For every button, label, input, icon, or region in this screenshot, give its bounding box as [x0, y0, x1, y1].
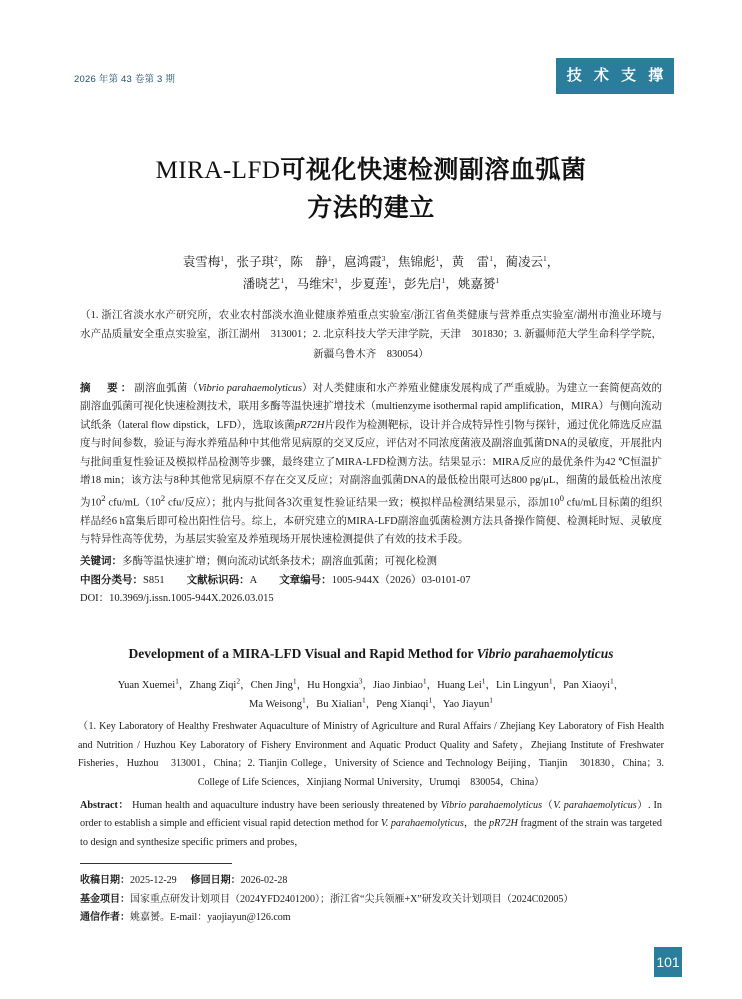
abstract-cn-sup-1: 2: [101, 492, 106, 503]
abstract-cn: [80, 380, 662, 550]
author-affiliation-marker: 1: [495, 275, 500, 285]
clc-label: 中图分类号：: [80, 574, 143, 586]
author-affiliation-marker: 1: [489, 695, 493, 705]
abstract-cn-body-1: 副溶血弧菌（: [134, 383, 198, 394]
author-separator: ，: [277, 255, 291, 269]
title-en: [60, 645, 682, 664]
page-masthead: [0, 58, 742, 94]
affiliation-cn: （1. 浙江省淡水水产研究所，农业农村部淡水渔业健康养殖重点实验室/浙江省鱼类健康与营养重点实验室/湖州市渔业环境与水产品质量安全重点实验室，浙江湖州 313001；2. 北京科技大学天津学院，天津 301830；3. 新疆师范大学生命科学学院，新疆乌鲁木齐 830054）: [80, 310, 662, 360]
author-affiliation-marker: 1: [542, 253, 547, 263]
abstract-cn-body-6: cfu/mL目标菌的组织样品经6 h富集后即可检出阳性信号。综上，本研究建立的MIRA-LFD副溶血弧菌检测方法具备操作简便、检测耗时短、灵敏度与特异性高等优势，为基层实验室及养殖现场开展快速检测提供了有效的技术手段。: [80, 497, 663, 546]
section-badge: 技 术 支 撑: [556, 58, 674, 94]
author-name: Hu Hongxia: [307, 680, 359, 691]
author-affiliation-marker: 3: [358, 676, 363, 686]
author-affiliation-marker: 1: [334, 275, 338, 285]
abstract-en-italic-1: Vibrio parahaemolyticus: [440, 800, 543, 811]
affiliation-en: （1. Key Laboratory of Healthy Freshwater Aquaculture of Ministry of Agriculture and Rural Affairs / Zhejiang Key Laboratory of Fish Health and Nutrition / Huzhou Key Laboratory of Fishery Environment and Aquatic Product Quality and Safety，Zhejiang Institute of Freshwater Fisheries，Huzhou 313001，China；2. Tianjin College，University of Science and Technology Beijing，Tianjin 301830，China；3. College of Life Sciences，Xinjiang Normal University，Urumqi 830054，China）: [78, 721, 664, 788]
author-separator: ，: [305, 699, 317, 711]
fund-row: [80, 891, 682, 910]
issue-line: 2026 年第 43 卷第 3 期: [74, 74, 176, 85]
author-affiliation-marker: 1: [428, 695, 433, 705]
abstract-en-body-2: （: [542, 800, 554, 811]
received-date-label: 收稿日期：: [80, 875, 130, 886]
authors-en-row: [80, 695, 662, 714]
author-name: Jiao Jinbiao: [373, 680, 423, 691]
title-en-species: Vibrio parahaemolyticus: [476, 646, 614, 661]
author-separator: ，: [439, 255, 452, 269]
abstract-en-italic-2: V. parahaemolyticus: [553, 800, 637, 811]
keywords-row: [80, 553, 662, 572]
author-separator: ，: [224, 255, 237, 269]
author-name: 马维宋: [296, 276, 335, 291]
dates-row: [80, 872, 682, 891]
article-id-value: 1005-944X（2026）03-0101-07: [331, 574, 471, 586]
authors-cn-row: [80, 252, 662, 274]
author-separator: ，: [485, 680, 497, 691]
author-affiliation-marker: 2: [236, 676, 241, 686]
title-cn-text: 可视化快速检测副溶血弧菌: [280, 157, 587, 184]
title-cn-line1: [80, 152, 662, 190]
author-separator: ，: [445, 276, 458, 291]
corresponding-author-value[interactable]: 姚嘉赟。E-mail：yaojiayun@126.com: [130, 912, 291, 923]
author-name: Yao Jiayun: [442, 699, 490, 711]
author-affiliation-marker: 1: [435, 253, 440, 263]
author-name: Ma Weisong: [249, 699, 302, 711]
author-affiliation-marker: 1: [175, 676, 179, 686]
abstract-en-italic-4: pR72H: [489, 818, 518, 830]
abstract-en-body-3: ）. In order to establish a simple and efficient visual rapid detection method for: [80, 800, 663, 830]
author-affiliation-marker: 1: [301, 695, 306, 705]
author-name: 袁雪梅: [182, 255, 221, 269]
title-cn-latin: MIRA-LFD: [155, 157, 281, 184]
author-separator: ，: [331, 255, 345, 269]
author-name: 张子琪: [236, 255, 275, 269]
author-separator: ，: [613, 680, 625, 691]
footnotes: [80, 872, 682, 928]
author-name: Zhang Ziqi: [189, 680, 237, 691]
clc-value: S851: [143, 574, 165, 586]
author-affiliation-marker: 1: [610, 676, 614, 686]
author-separator: ，: [426, 680, 438, 691]
abstract-en-body-5: fragment of the strain was targeted to design and synthesize specific primers and probes，: [80, 818, 662, 848]
article-id-label: 文章编号：: [279, 574, 332, 586]
revised-date-label: 修回日期：: [190, 875, 241, 886]
abstract-cn-sup-2: 2: [160, 492, 166, 503]
author-separator: ，: [365, 699, 377, 711]
author-affiliation-marker: 1: [292, 676, 297, 686]
author-name: Chen Jing: [250, 680, 293, 691]
author-name: 彭先启: [404, 276, 442, 291]
abstract-cn-label: 摘 要：: [80, 383, 135, 394]
abstract-cn-sup-3: 0: [559, 492, 564, 503]
author-separator: ，: [178, 680, 190, 691]
author-affiliation-marker: 1: [441, 275, 446, 285]
doi-label: DOI：: [80, 593, 110, 605]
classification-row: [80, 572, 662, 591]
author-name: 姚嘉赟: [457, 276, 496, 291]
abstract-cn-body-2: ）对人类健康和水产养殖业健康发展构成了严重威胁。为建立一套简便高效的副溶血弧菌可视化快速检测技术，联用多酶等温快速扩增技术（multienzyme isothermal rapid amplification，MIRA）与侧向流动试纸条（lateral flow dipstick，LFD），选取该菌: [80, 383, 663, 431]
document-code-label: 文献标识码：: [186, 574, 250, 586]
abstract-cn-body-3: 片段作为检测靶标，设计并合成特异性引物与探针，通过优化筛选反应温度与时间参数，验证与海水养殖品种中其他常见病原的交叉反应，评估对不同浓度菌液及副溶血弧菌DNA的灵敏度，开展批内与批间重复性验证及模拟样品检测等步骤，最终建立了MIRA-LFD检测方法。结果显示：MIRA反应的最优条件为42 ℃恒温扩增18 min；该方法与8种其他常见病原不存在交叉反应；对副溶血弧菌DNA的最低检出限可达800 pg/μL，细菌的最低检出浓度为10: [80, 419, 663, 509]
revised-date-value: 2026-02-28: [240, 875, 288, 886]
author-name: 蔺凌云: [505, 255, 543, 269]
author-name: 黄 雷: [451, 255, 490, 269]
author-separator: ，: [362, 680, 374, 691]
author-name: 潘晓艺: [242, 276, 281, 291]
title-en-text: Development of a MIRA-LFD Visual and Rapid Method for: [128, 646, 477, 661]
abstract-cn-body-5: cfu/反应）；批内与批间各3次重复性验证结果一致；模拟样品检测结果显示，添加10: [165, 497, 560, 509]
author-affiliation-marker: 1: [489, 253, 493, 263]
author-affiliation-marker: 1: [362, 695, 366, 705]
abstract-cn-body-4: cfu/mL（10: [105, 497, 161, 509]
author-separator: ，: [391, 276, 405, 291]
meta-cn: [80, 553, 662, 609]
received-date-value: 2025-12-29: [130, 875, 177, 886]
footnote-divider: [80, 863, 232, 864]
author-name: Peng Xianqi: [376, 699, 429, 711]
author-affiliation-marker: 3: [381, 253, 386, 263]
abstract-en-italic-3: V. parahaemolyticus: [380, 818, 464, 830]
authors-cn: [80, 252, 662, 296]
author-affiliation-marker: 1: [220, 253, 225, 263]
author-separator: ，: [240, 680, 251, 691]
fund-label: 基金项目：: [80, 893, 130, 905]
author-affiliation-marker: 1: [481, 676, 486, 686]
author-separator: ，: [546, 255, 560, 269]
corresponding-author-row: [80, 909, 682, 928]
author-name: Yuan Xuemei: [117, 680, 176, 691]
author-affiliation-marker: 1: [387, 275, 392, 285]
authors-en: [80, 676, 662, 715]
author-affiliation-marker: 2: [274, 253, 278, 263]
abstract-cn-italic-1: Vibrio parahaemolyticus: [197, 383, 302, 394]
author-affiliation-marker: 1: [327, 253, 332, 263]
title-cn-line2: 方法的建立: [307, 194, 435, 222]
authors-cn-row: [80, 274, 662, 296]
author-name: 扈鸿霞: [344, 255, 382, 269]
author-name: Huang Lei: [437, 680, 482, 691]
author-separator: ，: [296, 680, 308, 691]
author-name: 步夏莲: [350, 276, 388, 291]
page-title: [80, 152, 662, 227]
authors-en-row: [80, 676, 662, 695]
author-name: Bu Xialian: [316, 699, 363, 711]
page-number-badge: 101: [654, 947, 682, 977]
author-separator: ，: [432, 699, 443, 711]
author-affiliation-marker: 1: [548, 676, 553, 686]
abstract-en: [80, 797, 662, 852]
keywords-label: 关键词：: [80, 556, 122, 567]
author-separator: ，: [337, 276, 351, 291]
fund-value: 国家重点研发计划项目（2024YFD2401200）；浙江省“尖兵领雁+X”研发攻关计划项目（2024C02005）: [130, 893, 574, 905]
abstract-en-label: Abstract：: [80, 800, 130, 811]
doi-row: [80, 590, 662, 609]
author-name: Pan Xiaoyi: [563, 680, 611, 691]
author-separator: ，: [492, 255, 506, 269]
corresponding-author-label: 通信作者：: [80, 912, 130, 923]
author-separator: ，: [385, 255, 398, 269]
author-affiliation-marker: 1: [422, 676, 427, 686]
author-affiliation-marker: 1: [280, 275, 285, 285]
abstract-cn-italic-2: pR72H: [294, 419, 325, 431]
author-separator: ，: [552, 680, 564, 691]
doi-value[interactable]: 10.3969/j.issn.1005-944X.2026.03.015: [109, 593, 274, 605]
keywords-value: 多酶等温快速扩增；侧向流动试纸条技术；副溶血弧菌；可视化检测: [122, 556, 437, 567]
document-code-value: A: [249, 574, 258, 586]
author-name: 焦锦彪: [397, 255, 436, 269]
author-name: 陈 静: [290, 255, 328, 269]
author-name: Lin Lingyun: [496, 680, 549, 691]
author-separator: ，: [284, 276, 297, 291]
abstract-en-body-1: Human health and aquaculture industry have been seriously threatened by: [129, 800, 441, 811]
abstract-en-body-4: ，the: [463, 818, 490, 830]
